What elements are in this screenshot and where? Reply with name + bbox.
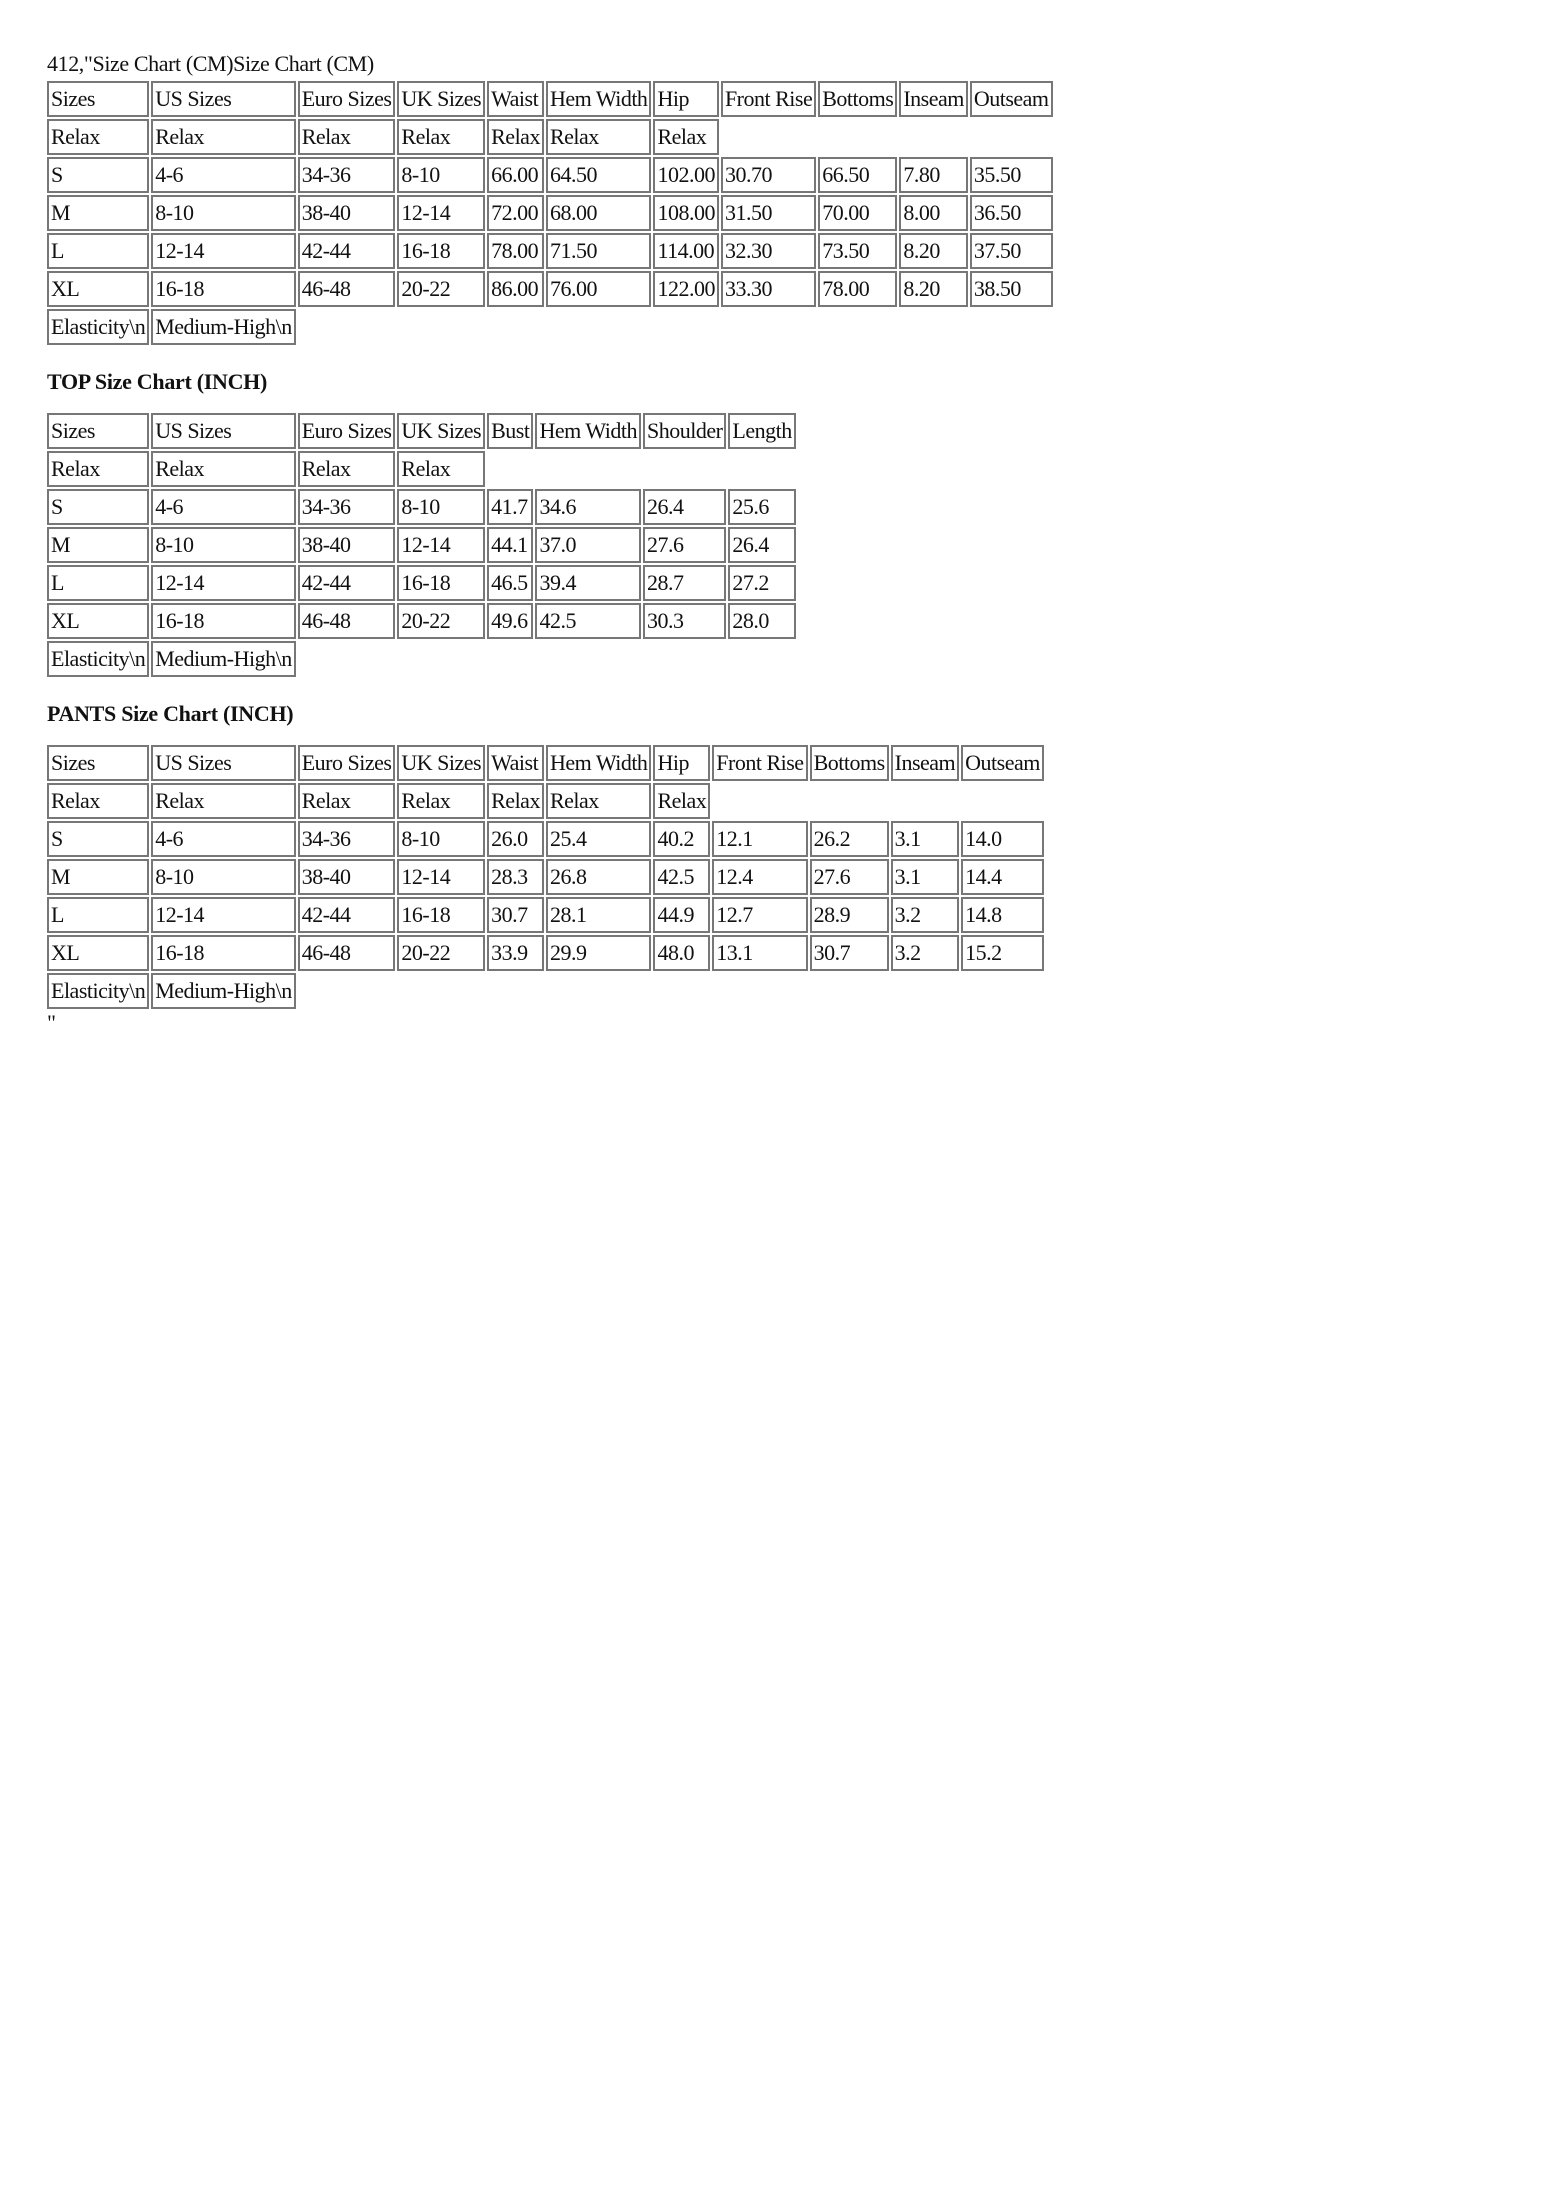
table-cell: 44.1	[487, 527, 533, 563]
table-cell: 34-36	[298, 821, 396, 857]
table-cell: Relax	[151, 451, 296, 487]
table-row	[47, 489, 796, 525]
table-cell: 32.30	[721, 233, 816, 269]
table-cell: 39.4	[535, 565, 640, 601]
table-cell: 27.6	[643, 527, 726, 563]
table-cell: 16-18	[397, 897, 485, 933]
table-cell: 12.4	[712, 859, 807, 895]
table-cell: Sizes	[47, 413, 149, 449]
table-cell: 12-14	[151, 233, 296, 269]
table-cell: 8-10	[151, 527, 296, 563]
header-row	[47, 413, 796, 449]
table-cell: Shoulder	[643, 413, 726, 449]
table-cell: Outseam	[961, 745, 1044, 781]
table-cell: 46-48	[298, 935, 396, 971]
table-cell: Euro Sizes	[298, 81, 396, 117]
size-chart-table	[45, 79, 1055, 347]
table-cell: 37.0	[535, 527, 640, 563]
table-cell: 64.50	[546, 157, 651, 193]
table-cell: Relax	[47, 119, 149, 155]
table-cell: 70.00	[818, 195, 897, 231]
table-cell: 27.6	[810, 859, 889, 895]
table-cell: 34-36	[298, 157, 396, 193]
table-cell: S	[47, 157, 149, 193]
table-cell: 42-44	[298, 897, 396, 933]
table-cell: 16-18	[397, 233, 485, 269]
table-cell: 28.3	[487, 859, 544, 895]
table-row	[47, 935, 1044, 971]
table-cell: 8-10	[397, 489, 485, 525]
table-cell: Relax	[47, 783, 149, 819]
table-cell: 122.00	[653, 271, 719, 307]
table-cell: 68.00	[546, 195, 651, 231]
table-cell: 12.7	[712, 897, 807, 933]
size-chart-table	[45, 743, 1046, 1011]
table-cell: Bottoms	[818, 81, 897, 117]
table-cell: 28.9	[810, 897, 889, 933]
table-cell: Length	[728, 413, 795, 449]
table-cell: 71.50	[546, 233, 651, 269]
table-cell: 3.1	[891, 859, 960, 895]
size-chart-title: PANTS Size Chart (INCH)	[47, 701, 294, 726]
table-cell: Bottoms	[810, 745, 889, 781]
table-cell: 78.00	[818, 271, 897, 307]
table-cell: 30.3	[643, 603, 726, 639]
table-cell: 26.8	[546, 859, 651, 895]
table-row	[47, 195, 1053, 231]
table-cell: Euro Sizes	[298, 745, 396, 781]
table-cell: Sizes	[47, 745, 149, 781]
table-cell: Sizes	[47, 81, 149, 117]
table-row	[47, 527, 796, 563]
table-cell: 76.00	[546, 271, 651, 307]
relax-row	[47, 119, 1053, 155]
relax-row	[47, 451, 796, 487]
table-cell: 25.6	[728, 489, 795, 525]
table-cell: Relax	[397, 451, 485, 487]
table-cell: L	[47, 233, 149, 269]
table-cell: Euro Sizes	[298, 413, 396, 449]
table-cell: 73.50	[818, 233, 897, 269]
table-cell: 16-18	[151, 603, 296, 639]
table-cell: 4-6	[151, 157, 296, 193]
table-row	[47, 565, 796, 601]
table-cell: 40.2	[653, 821, 710, 857]
table-cell: L	[47, 897, 149, 933]
table-cell: XL	[47, 271, 149, 307]
table-cell: Relax	[397, 783, 485, 819]
size-chart-block	[47, 79, 1055, 347]
table-cell: 13.1	[712, 935, 807, 971]
elasticity-row	[47, 309, 1053, 345]
table-cell: 14.8	[961, 897, 1044, 933]
table-row	[47, 821, 1044, 857]
table-cell: 16-18	[151, 935, 296, 971]
elasticity-row	[47, 641, 796, 677]
table-cell: S	[47, 489, 149, 525]
table-cell: Elasticity\n	[47, 641, 149, 677]
closing-quote: "	[47, 1010, 56, 1035]
table-cell: XL	[47, 603, 149, 639]
table-cell: 12-14	[151, 565, 296, 601]
size-chart-block	[47, 367, 1055, 679]
elasticity-row	[47, 973, 1044, 1009]
table-cell: Elasticity\n	[47, 309, 149, 345]
table-cell: 36.50	[970, 195, 1053, 231]
table-cell: 46-48	[298, 271, 396, 307]
table-cell: Hip	[653, 81, 719, 117]
table-cell: M	[47, 527, 149, 563]
table-cell: 8-10	[397, 157, 485, 193]
size-chart-section	[47, 79, 1055, 1011]
size-chart-block	[47, 699, 1055, 1011]
header-row	[47, 745, 1044, 781]
table-cell: 46.5	[487, 565, 533, 601]
table-cell: Hip	[653, 745, 710, 781]
empty-cell	[721, 119, 1053, 155]
table-cell: 30.70	[721, 157, 816, 193]
table-cell: Front Rise	[721, 81, 816, 117]
table-cell: 30.7	[487, 897, 544, 933]
table-cell: Medium-High\n	[151, 309, 296, 345]
table-cell: 30.7	[810, 935, 889, 971]
table-cell: 38.50	[970, 271, 1053, 307]
table-cell: Relax	[151, 119, 296, 155]
table-cell: S	[47, 821, 149, 857]
table-cell: 8-10	[397, 821, 485, 857]
table-cell: 42.5	[653, 859, 710, 895]
table-cell: 44.9	[653, 897, 710, 933]
table-cell: 37.50	[970, 233, 1053, 269]
table-cell: Relax	[546, 783, 651, 819]
table-cell: 14.0	[961, 821, 1044, 857]
table-cell: UK Sizes	[397, 745, 485, 781]
table-cell: 26.0	[487, 821, 544, 857]
table-cell: 66.50	[818, 157, 897, 193]
table-cell: Hem Width	[535, 413, 640, 449]
table-cell: 20-22	[397, 603, 485, 639]
table-cell: 20-22	[397, 935, 485, 971]
table-cell: Relax	[298, 783, 396, 819]
size-chart-table	[45, 411, 798, 679]
table-row	[47, 603, 796, 639]
table-cell: Relax	[487, 119, 544, 155]
empty-cell	[712, 783, 1044, 819]
table-cell: 29.9	[546, 935, 651, 971]
table-cell: 20-22	[397, 271, 485, 307]
table-cell: 41.7	[487, 489, 533, 525]
table-cell: 33.30	[721, 271, 816, 307]
table-row	[47, 271, 1053, 307]
table-cell: Medium-High\n	[151, 973, 296, 1009]
table-cell: 42-44	[298, 565, 396, 601]
table-cell: Front Rise	[712, 745, 807, 781]
table-cell: Relax	[47, 451, 149, 487]
table-cell: Inseam	[891, 745, 960, 781]
table-cell: 16-18	[397, 565, 485, 601]
table-cell: 86.00	[487, 271, 544, 307]
table-cell: 8.20	[899, 233, 968, 269]
table-cell: Relax	[298, 451, 396, 487]
table-cell: 38-40	[298, 527, 396, 563]
table-cell: 12-14	[151, 897, 296, 933]
table-cell: Elasticity\n	[47, 973, 149, 1009]
table-cell: 108.00	[653, 195, 719, 231]
table-cell: UK Sizes	[397, 413, 485, 449]
table-cell: Inseam	[899, 81, 968, 117]
table-cell: Outseam	[970, 81, 1053, 117]
table-cell: 26.4	[643, 489, 726, 525]
table-cell: Bust	[487, 413, 533, 449]
table-cell: 12-14	[397, 195, 485, 231]
table-cell: L	[47, 565, 149, 601]
table-cell: UK Sizes	[397, 81, 485, 117]
table-cell: 14.4	[961, 859, 1044, 895]
table-cell: 28.1	[546, 897, 651, 933]
table-cell: 12-14	[397, 527, 485, 563]
table-cell: Relax	[151, 783, 296, 819]
table-cell: 3.2	[891, 935, 960, 971]
table-cell: 3.1	[891, 821, 960, 857]
table-cell: Hem Width	[546, 81, 651, 117]
table-cell: 49.6	[487, 603, 533, 639]
table-cell: 4-6	[151, 821, 296, 857]
table-cell: Medium-High\n	[151, 641, 296, 677]
table-cell: 28.7	[643, 565, 726, 601]
table-cell: 33.9	[487, 935, 544, 971]
table-cell: 42-44	[298, 233, 396, 269]
size-chart-title: TOP Size Chart (INCH)	[47, 369, 268, 394]
table-cell: Waist	[487, 745, 544, 781]
table-cell: 26.2	[810, 821, 889, 857]
table-cell: 8.00	[899, 195, 968, 231]
table-cell: XL	[47, 935, 149, 971]
empty-cell	[487, 451, 796, 487]
table-cell: 8.20	[899, 271, 968, 307]
table-cell: Relax	[653, 783, 710, 819]
table-cell: 26.4	[728, 527, 795, 563]
table-cell: 3.2	[891, 897, 960, 933]
table-cell: 4-6	[151, 489, 296, 525]
table-cell: 102.00	[653, 157, 719, 193]
table-cell: M	[47, 195, 149, 231]
table-cell: 27.2	[728, 565, 795, 601]
table-cell: 38-40	[298, 859, 396, 895]
table-cell: 34-36	[298, 489, 396, 525]
table-cell: Relax	[397, 119, 485, 155]
table-cell: 66.00	[487, 157, 544, 193]
table-cell: 42.5	[535, 603, 640, 639]
intro-line: 412,"Size Chart (CM)Size Chart (CM)	[47, 51, 374, 76]
table-cell: 7.80	[899, 157, 968, 193]
table-row	[47, 157, 1053, 193]
table-cell: 35.50	[970, 157, 1053, 193]
table-row	[47, 897, 1044, 933]
table-cell: Relax	[546, 119, 651, 155]
table-row	[47, 859, 1044, 895]
table-cell: 31.50	[721, 195, 816, 231]
table-cell: 15.2	[961, 935, 1044, 971]
table-cell: US Sizes	[151, 413, 296, 449]
table-cell: 8-10	[151, 195, 296, 231]
table-row	[47, 233, 1053, 269]
table-cell: 114.00	[653, 233, 719, 269]
table-cell: 16-18	[151, 271, 296, 307]
table-cell: Relax	[653, 119, 719, 155]
document-body	[47, 49, 1055, 1035]
table-cell: 48.0	[653, 935, 710, 971]
table-cell: 46-48	[298, 603, 396, 639]
table-cell: Waist	[487, 81, 544, 117]
table-cell: US Sizes	[151, 81, 296, 117]
table-cell: 78.00	[487, 233, 544, 269]
table-cell: Relax	[298, 119, 396, 155]
table-cell: 12-14	[397, 859, 485, 895]
table-cell: 38-40	[298, 195, 396, 231]
table-cell: 72.00	[487, 195, 544, 231]
table-cell: Relax	[487, 783, 544, 819]
table-cell: 28.0	[728, 603, 795, 639]
table-cell: 25.4	[546, 821, 651, 857]
header-row	[47, 81, 1053, 117]
table-cell: Hem Width	[546, 745, 651, 781]
table-cell: 34.6	[535, 489, 640, 525]
table-cell: 8-10	[151, 859, 296, 895]
relax-row	[47, 783, 1044, 819]
table-cell: US Sizes	[151, 745, 296, 781]
table-cell: M	[47, 859, 149, 895]
table-cell: 12.1	[712, 821, 807, 857]
